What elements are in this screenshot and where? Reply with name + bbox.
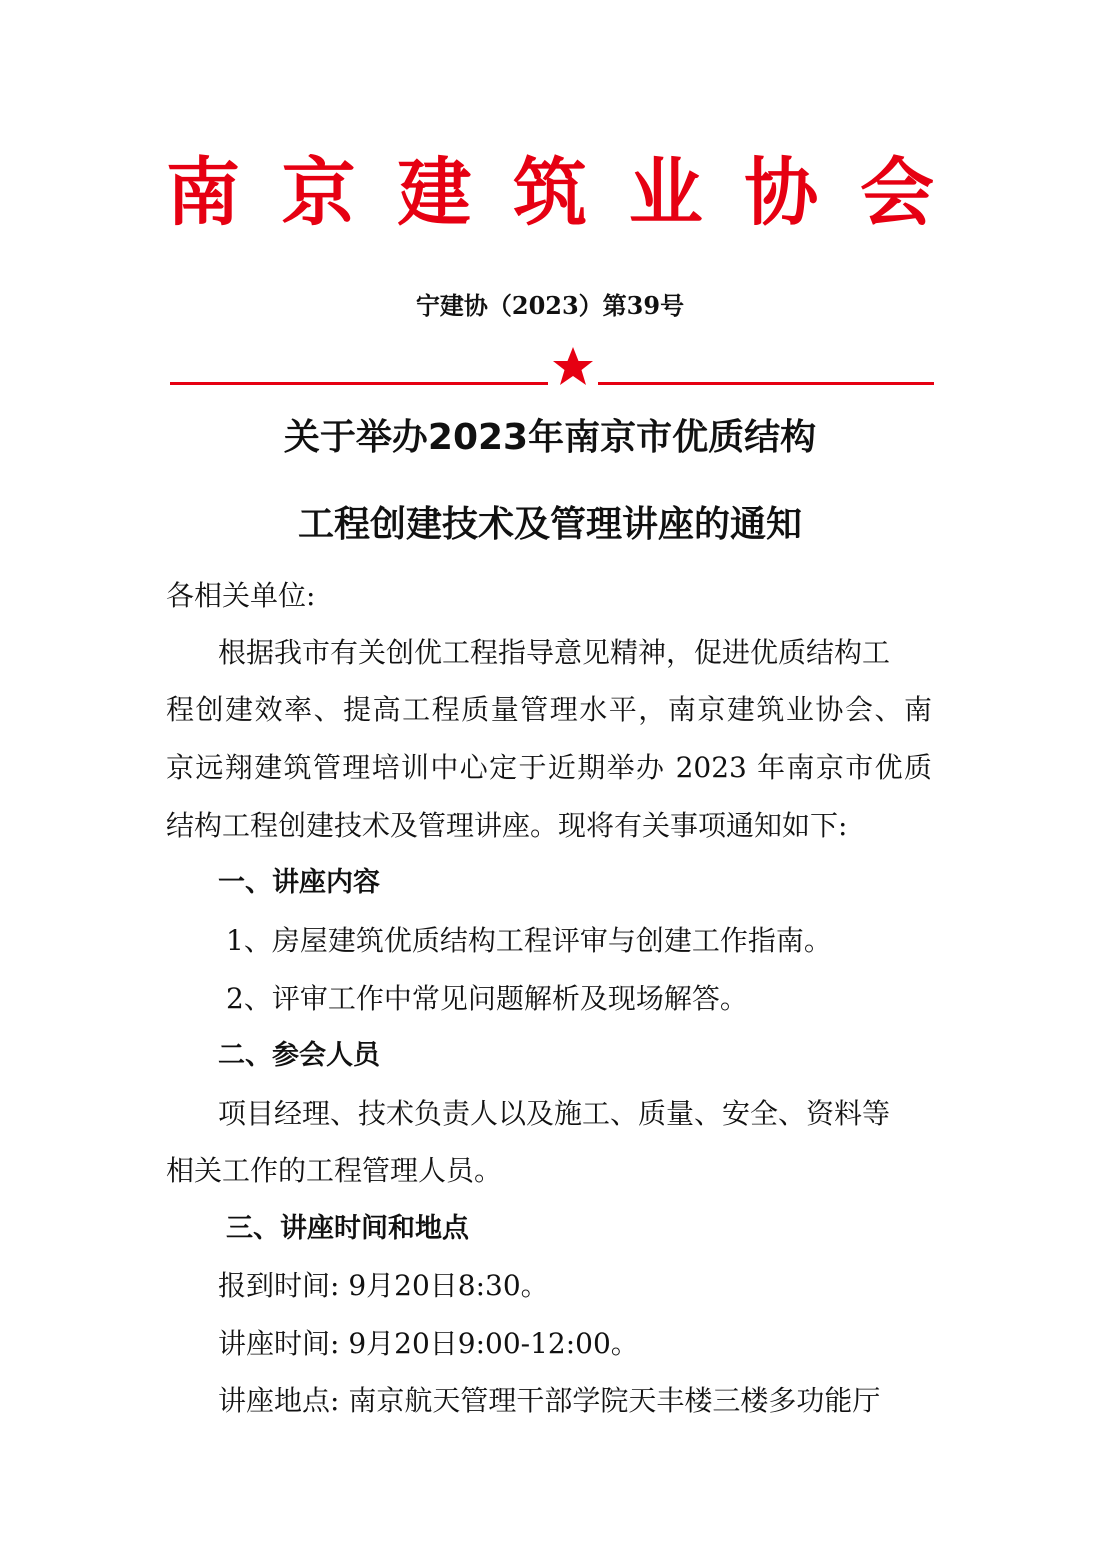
red-rule-left — [170, 382, 548, 385]
intro-line-1: 根据我市有关创优工程指导意见精神，促进优质结构工 — [218, 636, 891, 669]
red-rule-right — [598, 382, 934, 385]
masthead-char: 建 — [397, 150, 472, 236]
section-heading-time-place: 三、讲座时间和地点 — [226, 1213, 469, 1244]
checkin-time: 报到时间: 9月20日8:30。 — [218, 1269, 549, 1302]
lecture-location: 讲座地点: 南京航天管理干部学院天丰楼三楼多功能厅 — [218, 1384, 881, 1417]
masthead-char: 业 — [628, 150, 703, 236]
masthead-char: 南 — [166, 150, 240, 236]
masthead-char: 筑 — [512, 150, 587, 236]
masthead-char: 会 — [859, 150, 934, 236]
salutation: 各相关单位: — [166, 579, 316, 612]
intro-line-4: 结构工程创建技术及管理讲座。现将有关事项通知如下: — [166, 809, 848, 842]
attendees-line-1: 项目经理、技术负责人以及施工、质量、安全、资料等 — [218, 1097, 891, 1130]
notice-title-line-1: 关于举办2023年南京市优质结构 — [283, 417, 817, 458]
intro-line-2: 程创建效率、提高工程质量管理水平，南京建筑业协会、南 — [166, 693, 932, 726]
document-number: 宁建协（2023）第39号 — [415, 291, 685, 320]
content-item-2: 2、评审工作中常见问题解析及现场解答。 — [226, 982, 748, 1015]
masthead-char: 京 — [281, 150, 356, 236]
masthead-org-name — [166, 148, 934, 238]
section-heading-content: 一、讲座内容 — [218, 867, 380, 898]
intro-line-3: 京远翔建筑管理培训中心定于近期举办 2023 年南京市优质 — [166, 751, 932, 784]
masthead-char: 协 — [744, 150, 819, 236]
star-icon — [548, 345, 598, 387]
notice-title-line-2: 工程创建技术及管理讲座的通知 — [297, 504, 802, 545]
content-item-1: 1、房屋建筑优质结构工程评审与创建工作指南。 — [226, 924, 832, 957]
lecture-time: 讲座时间: 9月20日9:00-12:00。 — [218, 1327, 639, 1360]
section-heading-attendees: 二、参会人员 — [218, 1040, 380, 1071]
attendees-line-2: 相关工作的工程管理人员。 — [166, 1154, 503, 1187]
